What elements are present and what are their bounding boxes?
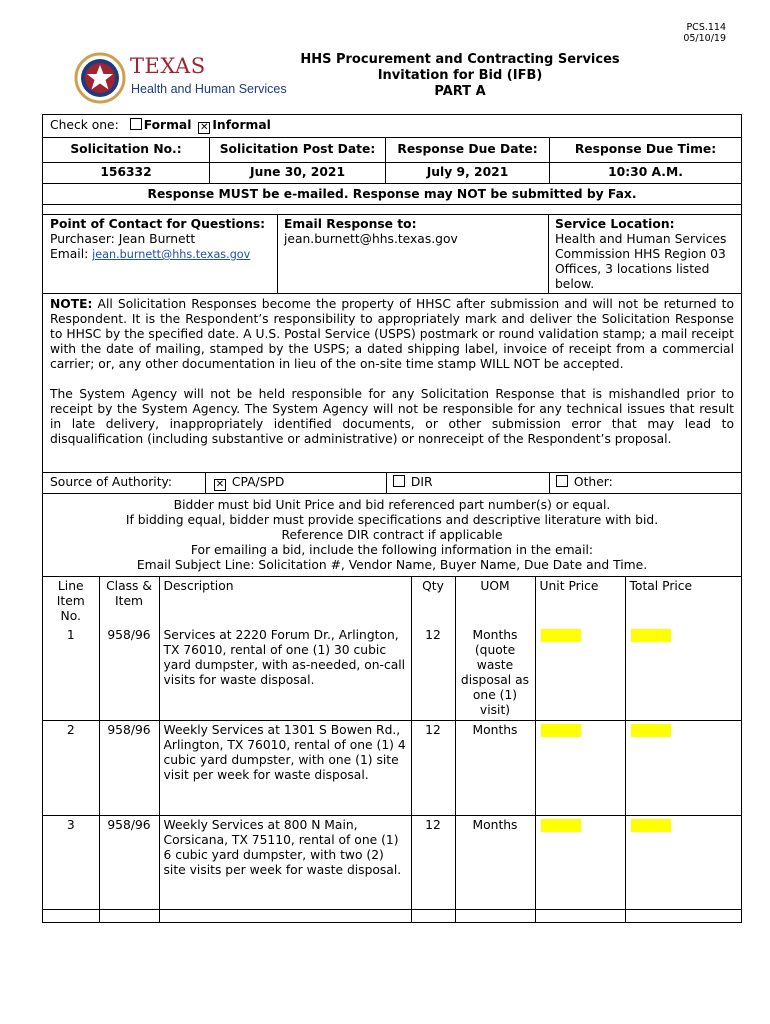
texas-seal-icon xyxy=(74,50,128,106)
note-row xyxy=(43,294,741,473)
item-total-price[interactable] xyxy=(625,626,741,721)
due-time-label: Response Due Time: xyxy=(574,142,717,156)
form-code-block xyxy=(683,22,726,44)
unit-price-highlight[interactable] xyxy=(541,819,581,832)
solicitation-value-row xyxy=(43,163,741,184)
item-line: 2 xyxy=(43,721,99,816)
item-unit-price[interactable] xyxy=(535,816,625,910)
authority-label: Source of Authority: xyxy=(43,473,206,493)
service-location: Health and Human Services Commission HHS Region 03 Offices, 3 locations listed below. xyxy=(555,232,727,291)
col-unit-price-header: Unit Price xyxy=(535,577,625,626)
items-header-row xyxy=(43,577,741,626)
service-location-label: Service Location: xyxy=(555,217,675,231)
other-label: Other: xyxy=(573,475,613,489)
item-total-price[interactable] xyxy=(625,816,741,910)
unit-price-highlight[interactable] xyxy=(541,724,581,737)
spacer-row xyxy=(43,205,741,215)
table-row xyxy=(43,721,741,816)
item-description: Weekly Services at 800 N Main, Corsicana, TX 75110, rental of one (1) 6 cubic yard dumpster, with two (2) site visits per week for waste disposal. xyxy=(159,816,411,910)
solicitation-header-row xyxy=(43,138,741,163)
authority-cpa-cell xyxy=(206,473,387,493)
items-table-row xyxy=(43,577,741,922)
texas-hhs-logo xyxy=(74,50,287,106)
col-qty-header: Qty xyxy=(411,577,455,626)
item-class: 958/96 xyxy=(99,626,159,721)
poc-label: Point of Contact for Questions: xyxy=(50,217,266,231)
page-header xyxy=(300,52,620,100)
post-date-label: Solicitation Post Date: xyxy=(210,138,386,162)
header-line-2: Invitation for Bid (IFB) xyxy=(377,68,543,83)
item-qty: 12 xyxy=(411,626,455,721)
note-cell xyxy=(43,294,741,472)
cpa-checkbox[interactable]: ✕ xyxy=(215,479,225,490)
logo-subtitle: Health and Human Services xyxy=(131,82,287,96)
col-total-price-header: Total Price xyxy=(629,579,693,593)
item-class: 958/96 xyxy=(99,816,159,910)
due-time: 10:30 A.M. xyxy=(608,165,683,179)
email-response-address: jean.burnett@hhs.texas.gov xyxy=(284,232,458,246)
logo-title: TEXAS xyxy=(130,54,206,78)
table-row xyxy=(43,626,741,721)
note-paragraph-1: All Solicitation Responses become the property of HHSC after submission and will not be returned to Respondent. It is the Respondent’s responsibility to appropriately mark and deliver the Solicitation Response to HHSC by the specified date. A U.S. Postal Service (USPS) postmark or round validation stamp; a mail receipt with the date of mailing, stamped by the USPS; a dated shipping label, invoice of receipt from a commercial carrier; or, any other documentation in lieu of the on-site time stamp WILL NOT be accepted. xyxy=(50,297,734,371)
col-class-header: Class & Item xyxy=(99,577,159,626)
table-row-empty xyxy=(43,910,741,922)
note-label: NOTE: xyxy=(50,297,93,311)
items-table xyxy=(43,577,741,922)
formal-label: Formal xyxy=(143,118,192,132)
item-uom: Months xyxy=(455,721,535,816)
col-uom-header: UOM xyxy=(455,577,535,626)
item-line: 1 xyxy=(43,626,99,721)
check-one-row xyxy=(43,115,741,138)
instruction-line: Reference DIR contract if applicable xyxy=(281,527,503,542)
dir-checkbox[interactable] xyxy=(393,475,405,487)
solicitation-no-label: Solicitation No.: xyxy=(43,138,210,162)
item-qty: 12 xyxy=(411,721,455,816)
formal-checkbox[interactable] xyxy=(130,118,142,130)
due-date-label: Response Due Date: xyxy=(386,138,550,162)
note-paragraph-2: The System Agency will not be held responsible for any Solicitation Response that is mishandled prior to receipt by the System Agency. The System Agency will not be responsible for any technical issues that result in late delivery, inappropriately identified documents, or other submission error that may lead to disqualification (including substantive or administrative) or nonreceipt of the Respondent’s proposal. xyxy=(50,387,734,446)
total-price-highlight[interactable] xyxy=(631,724,671,737)
item-description: Services at 2220 Forum Dr., Arlington, TX 76010, rental of one (1) 30 cubic yard dumpster, with as-needed, on-call visits for waste disposal. xyxy=(159,626,411,721)
form-code: PCS.114 xyxy=(686,22,726,33)
item-description: Weekly Services at 1301 S Bowen Rd., Arlington, TX 76010, rental of one (1) 4 cubic yard dumpster, with one (1) site visit per week for waste disposal. xyxy=(159,721,411,816)
authority-row xyxy=(43,473,741,494)
item-uom: Months (quote waste disposal as one (1) visit) xyxy=(455,626,535,721)
other-checkbox[interactable] xyxy=(556,475,568,487)
item-qty: 12 xyxy=(411,816,455,910)
post-date: June 30, 2021 xyxy=(210,163,386,183)
service-location-cell xyxy=(549,215,741,293)
due-date: July 9, 2021 xyxy=(386,163,550,183)
contact-row xyxy=(43,215,741,294)
instruction-line: Email Subject Line: Solicitation #, Vendor Name, Buyer Name, Due Date and Time. xyxy=(136,557,648,572)
item-unit-price[interactable] xyxy=(535,721,625,816)
authority-dir-cell xyxy=(387,473,550,493)
poc-email-link[interactable]: jean.burnett@hhs.texas.gov xyxy=(92,248,251,261)
email-notice: Response MUST be e-mailed. Response may NOT be submitted by Fax. xyxy=(147,186,637,201)
unit-price-highlight[interactable] xyxy=(541,629,581,642)
email-response-label: Email Response to: xyxy=(284,217,417,231)
item-unit-price[interactable] xyxy=(535,626,625,721)
email-notice-row xyxy=(43,184,741,205)
header-line-3: PART A xyxy=(434,84,486,99)
item-line: 3 xyxy=(43,816,99,910)
purchaser-name: Purchaser: Jean Burnett xyxy=(50,232,196,246)
form-date: 05/10/19 xyxy=(683,33,726,44)
informal-checkbox[interactable]: ✕ xyxy=(200,122,209,133)
total-price-highlight[interactable] xyxy=(631,819,671,832)
poc-cell xyxy=(43,215,278,293)
item-total-price[interactable] xyxy=(625,721,741,816)
informal-label: Informal xyxy=(212,118,271,132)
cpa-label: CPA/SPD xyxy=(231,475,285,489)
ifb-form xyxy=(42,114,742,923)
solicitation-no: 156332 xyxy=(43,163,210,183)
instruction-line: For emailing a bid, include the following information in the email: xyxy=(190,542,594,557)
instructions-row xyxy=(43,494,741,577)
instruction-line: If bidding equal, bidder must provide specifications and descriptive literature with bid. xyxy=(125,512,659,527)
instruction-line: Bidder must bid Unit Price and bid referenced part number(s) or equal. xyxy=(173,497,611,512)
total-price-highlight[interactable] xyxy=(631,629,671,642)
email-response-cell xyxy=(278,215,549,293)
item-uom: Months xyxy=(455,816,535,910)
col-line-header: Line Item No. xyxy=(43,577,99,626)
col-description-header: Description xyxy=(159,577,411,626)
item-class: 958/96 xyxy=(99,721,159,816)
authority-other-cell xyxy=(550,473,741,493)
table-row xyxy=(43,816,741,910)
dir-label: DIR xyxy=(410,475,433,489)
header-line-1: HHS Procurement and Contracting Services xyxy=(300,52,620,67)
poc-email-prefix: Email: xyxy=(50,247,93,261)
check-one-label: Check one: xyxy=(50,118,119,132)
